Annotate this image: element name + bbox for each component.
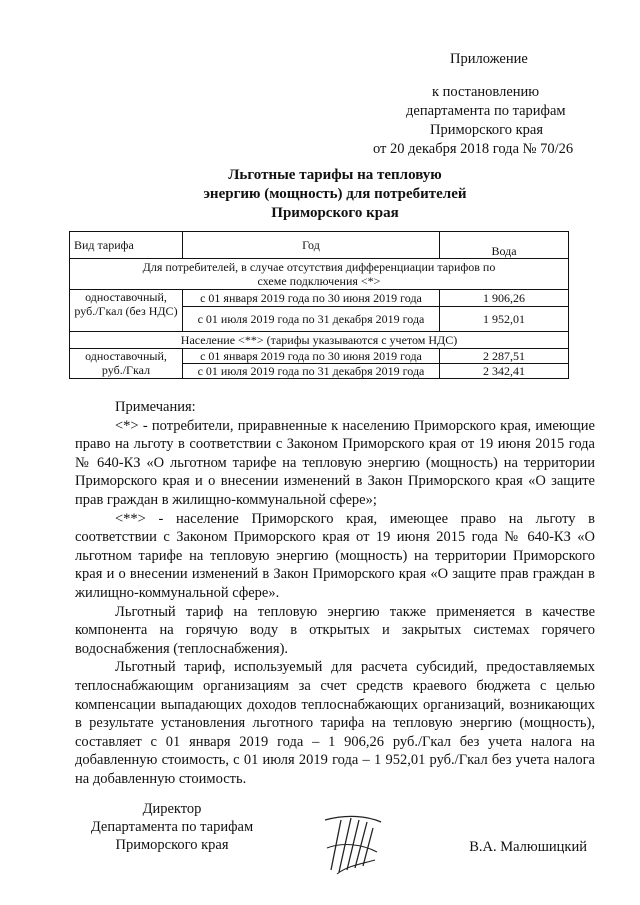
note-paragraph: <*> - потребители, приравненные к населению Приморского края, имеющие право на льготу в соответствии с Законом Приморского края от 19 июня 2015 года № 640-КЗ «О льготном тарифе на тепловую энергию (мощность) на территории Приморского края и о внесении изменений в Закон Приморского края «О защите прав граждан в жилищно-коммунальной сфере»; (75, 417, 595, 508)
period-cell: с 01 июля 2019 года по 31 декабря 2019 года (183, 364, 440, 379)
note-paragraph: Льготный тариф на тепловую энергию также применяется в качестве компонента на горячую воду в открытых и закрытых системах горячего водоснабжения (теплоснабжения). (75, 603, 595, 657)
signature-block (72, 800, 612, 880)
group-caption-row (70, 332, 569, 349)
header-year: Год (183, 232, 440, 259)
note-paragraph: Льготный тариф, используемый для расчета субсидий, предоставляемых теплоснабжающим организациям за счет средств краевого бюджета с целью компенсации выпадающих доходов теплоснабжающих организаций, возникающих в результате установления льготного тарифа на тепловую энергию (мощность), составляет с 01 января 2019 года – 1 906,26 руб./Гкал без учета налога на добавленную стоимость, с 01 июля 2019 года – 1 952,01 руб./Гкал без учета налога на добавленную стоимость. (75, 659, 595, 787)
signatory-name: В.А. Малюшицкий (469, 839, 587, 855)
header-line: от 20 декабря 2018 года № 70/26 (373, 141, 574, 157)
table-header-row (70, 232, 569, 259)
value-cell: 2 287,51 (440, 349, 569, 364)
group-caption: Население <**> (тарифы указываются с учетом НДС) (70, 332, 569, 349)
period-cell: с 01 января 2019 года по 30 июня 2019 года (183, 290, 440, 307)
notes-heading: Примечания: (115, 399, 196, 415)
period-cell: с 01 января 2019 года по 30 июня 2019 года (183, 349, 440, 364)
header-line: Приморского края (430, 122, 544, 138)
period-cell: с 01 июля 2019 года по 31 декабря 2019 года (183, 307, 440, 332)
position-line: Приморского края (115, 837, 229, 853)
signatory-position (72, 800, 272, 854)
value-cell: 2 342,41 (440, 364, 569, 379)
position-line: Директор (142, 801, 202, 817)
notes-section (75, 398, 595, 788)
header-line: к постановлению (432, 84, 540, 100)
tariff-table (69, 231, 569, 379)
header-tariff-type: Вид тарифа (70, 232, 183, 259)
header-water: Вода (440, 232, 569, 259)
tariff-type-cell: одноставочный, руб./Гкал (70, 349, 183, 379)
value-cell: 1 906,26 (440, 290, 569, 307)
title-line: Льготные тарифы на тепловую (228, 167, 442, 183)
group-caption: Для потребителей, в случае отсутствия дифференциации тарифов по схеме подключения <*> (70, 259, 569, 290)
title-line: энергию (мощность) для потребителей (203, 186, 467, 202)
appendix-label: Приложение (450, 51, 528, 67)
value-cell: 1 952,01 (440, 307, 569, 332)
position-line: Департамента по тарифам (90, 819, 254, 835)
tariff-type-cell: одноставочный, руб./Гкал (без НДС) (70, 290, 183, 332)
header-line: департамента по тарифам (406, 103, 566, 119)
table-row (70, 349, 569, 364)
handwritten-signature (317, 808, 387, 878)
note-paragraph: <**> - население Приморского края, имеющее право на льготу в соответствии с Законом Приморского края от 19 июня 2015 года № 640-КЗ «О льготном тарифе на тепловую энергию (мощность) на территории Приморского края и о внесении изменений в Закон Приморского края «О защите прав граждан в жилищно-коммунальной сфере». (75, 510, 595, 601)
document-title (140, 166, 530, 223)
table-row (70, 290, 569, 307)
group-caption-row (70, 259, 569, 290)
title-line: Приморского края (271, 205, 399, 221)
